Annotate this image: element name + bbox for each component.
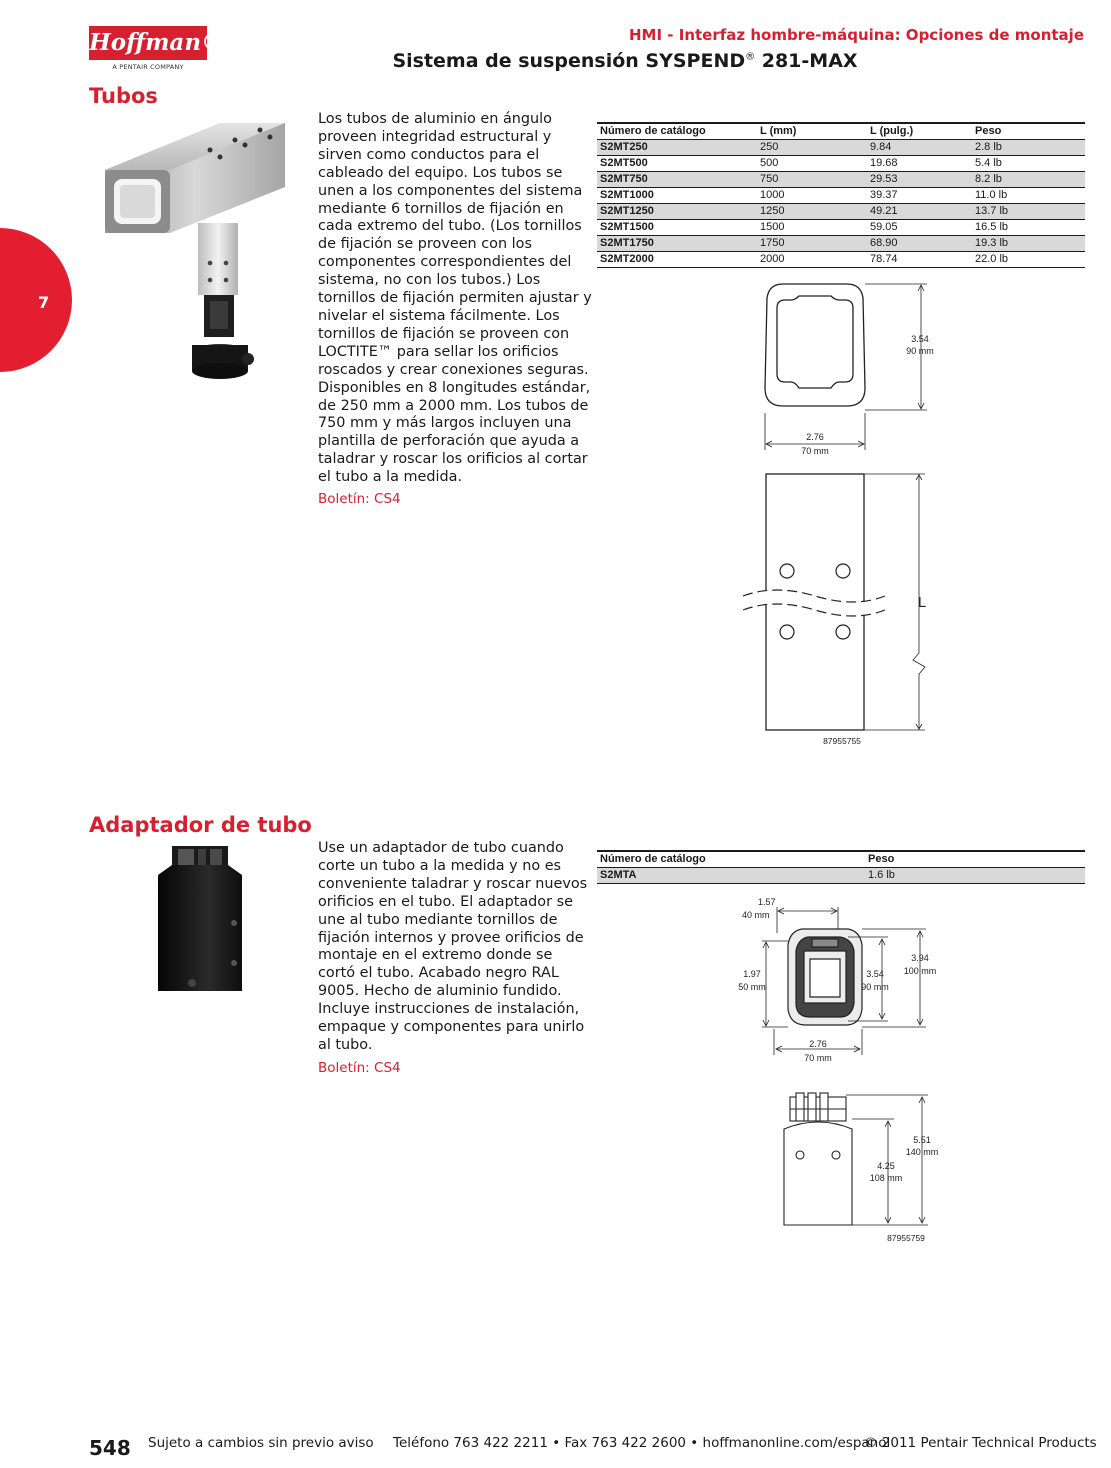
drawing-number: 87955759 — [887, 1233, 925, 1243]
adapter-photo — [150, 843, 250, 998]
catalog-number: S2MT2000 — [597, 252, 757, 268]
height-in-label: 3.54 — [911, 334, 929, 344]
side-inner-mm-label: 108 mm — [869, 1173, 903, 1183]
catalog-number: S2MT500 — [597, 156, 757, 172]
bottom-in-label: 2.76 — [809, 1039, 827, 1049]
catalog-number: S2MT1750 — [597, 236, 757, 252]
col-header-weight: Peso — [972, 123, 1085, 140]
adaptador-description: Use un adaptador de tubo cuando corte un tubo a la medida y no es conveniente taladrar y roscar nuevos orificios en el tubo. El adaptador se une al tubo mediante tornillos de fijación internos y provee orificios de montaje en el extremo donde se cortó el tubo. Acabado negro RAL 9005. Hecho de aluminio fundido. Incluye instrucciones de instalación, empaque y componentes para unirlo al tubo. — [318, 840, 588, 1053]
length-label: L — [917, 594, 927, 611]
adaptador-heading: Adaptador de tubo — [89, 813, 312, 837]
table-row — [597, 236, 1085, 252]
col-header-length-mm: L (mm) — [757, 123, 867, 140]
tubos-spec-table — [597, 122, 1085, 268]
footer-copyright: © 2011 Pentair Technical Products — [864, 1435, 1097, 1451]
catalog-number: S2MT1250 — [597, 204, 757, 220]
outer-mm-label: 100 mm — [903, 966, 937, 976]
side-inner-in-label: 4.25 — [877, 1161, 895, 1171]
tube-dimension-drawing — [735, 278, 965, 748]
table-row — [597, 252, 1085, 268]
catalog-number: S2MT1500 — [597, 220, 757, 236]
catalog-number: S2MT1000 — [597, 188, 757, 204]
side-outer-mm-label: 140 mm — [905, 1147, 939, 1157]
weight: 1.6 lb — [865, 868, 1085, 884]
logo-subtext: A PENTAIR COMPANY — [112, 63, 184, 71]
table-row — [597, 188, 1085, 204]
weight: 5.4 lb — [972, 156, 1085, 172]
page-title-model: 281-MAX — [755, 50, 858, 72]
length-mm: 1750 — [757, 236, 867, 252]
length-mm: 750 — [757, 172, 867, 188]
outer-in-label: 3.94 — [911, 953, 929, 963]
weight: 8.2 lb — [972, 172, 1085, 188]
length-in: 39.37 — [867, 188, 972, 204]
tubos-description: Los tubos de aluminio en ángulo proveen integridad estructural y sirven como conductos para el cableado del equipo. Los tubos se unen a los componentes del sistema mediante 6 tornillos de fijación en cada extremo del tubo. (Los tornillos de fijación se proveen con los componentes correspondientes del sistema, no con los tubos.) Los tornillos de fijación permiten ajustar y nivelar el sistema fácilmente. Los tornillos de fijación se proveen con LOCTITE™ para sellar los orificios roscados y crear conexiones seguras. Disponibles en 8 longitudes estándar, de 250 mm a 2000 mm. Los tubos de 750 mm y más largos incluyen una plantilla de perforación que ayuda a taladrar y roscar los orificios al cortar el tubo a la medida. — [318, 111, 592, 486]
table-row — [597, 172, 1085, 188]
left-in-label: 1.97 — [743, 969, 761, 979]
length-in: 19.68 — [867, 156, 972, 172]
footer-notice: Sujeto a cambios sin previo aviso — [148, 1435, 374, 1451]
width-in-label: 2.76 — [806, 432, 824, 442]
tube-photo — [100, 115, 290, 385]
catalog-number: S2MTA — [597, 868, 865, 884]
adaptador-spec-table — [597, 850, 1085, 884]
hoffman-logo — [89, 26, 225, 60]
length-mm: 1000 — [757, 188, 867, 204]
chapter-number: 7 — [38, 293, 50, 312]
side-outer-in-label: 5.51 — [913, 1135, 931, 1145]
length-mm: 1500 — [757, 220, 867, 236]
weight: 22.0 lb — [972, 252, 1085, 268]
col-header-weight: Peso — [865, 851, 1085, 868]
table-row — [597, 220, 1085, 236]
inner-in-label: 3.54 — [866, 969, 884, 979]
length-in: 29.53 — [867, 172, 972, 188]
weight: 16.5 lb — [972, 220, 1085, 236]
page-title-text: Sistema de suspensión SYSPEND — [392, 50, 746, 72]
catalog-number: S2MT750 — [597, 172, 757, 188]
length-mm: 250 — [757, 140, 867, 156]
logo-text: Hoffman® — [89, 29, 225, 56]
bottom-mm-label: 70 mm — [804, 1053, 832, 1063]
table-header-row — [597, 123, 1085, 140]
adapter-dimension-drawing — [730, 893, 970, 1245]
tubos-heading: Tubos — [89, 84, 158, 108]
inner-mm-label: 90 mm — [861, 982, 889, 992]
col-header-length-in: L (pulg.) — [867, 123, 972, 140]
weight: 19.3 lb — [972, 236, 1085, 252]
page-number: 548 — [89, 1436, 131, 1460]
table-row — [597, 140, 1085, 156]
footer-contact: Teléfono 763 422 2211 • Fax 763 422 2600 • hoffmanonline.com/espanol — [393, 1435, 891, 1451]
adaptador-bulletin-link[interactable]: Boletín: CS4 — [318, 1060, 401, 1076]
length-in: 68.90 — [867, 236, 972, 252]
height-mm-label: 90 mm — [906, 346, 934, 356]
length-mm: 500 — [757, 156, 867, 172]
weight: 11.0 lb — [972, 188, 1085, 204]
length-in: 49.21 — [867, 204, 972, 220]
page-title — [300, 50, 950, 72]
top-mm-label: 40 mm — [742, 910, 770, 920]
left-mm-label: 50 mm — [738, 982, 766, 992]
registered-mark: ® — [745, 51, 756, 63]
col-header-catalog: Número de catálogo — [597, 123, 757, 140]
table-row — [597, 204, 1085, 220]
table-header-row — [597, 851, 1085, 868]
width-mm-label: 70 mm — [801, 446, 829, 456]
drawing-number: 87955755 — [823, 736, 861, 746]
length-in: 78.74 — [867, 252, 972, 268]
weight: 13.7 lb — [972, 204, 1085, 220]
table-row — [597, 868, 1085, 884]
length-in: 59.05 — [867, 220, 972, 236]
tubos-bulletin-link[interactable]: Boletín: CS4 — [318, 491, 401, 507]
weight: 2.8 lb — [972, 140, 1085, 156]
table-row — [597, 156, 1085, 172]
col-header-catalog: Número de catálogo — [597, 851, 865, 868]
length-in: 9.84 — [867, 140, 972, 156]
catalog-number: S2MT250 — [597, 140, 757, 156]
chapter-tab — [0, 228, 72, 372]
top-in-label: 1.57 — [758, 897, 776, 907]
length-mm: 1250 — [757, 204, 867, 220]
section-header: HMI - Interfaz hombre-máquina: Opciones de montaje — [629, 26, 1084, 44]
length-mm: 2000 — [757, 252, 867, 268]
